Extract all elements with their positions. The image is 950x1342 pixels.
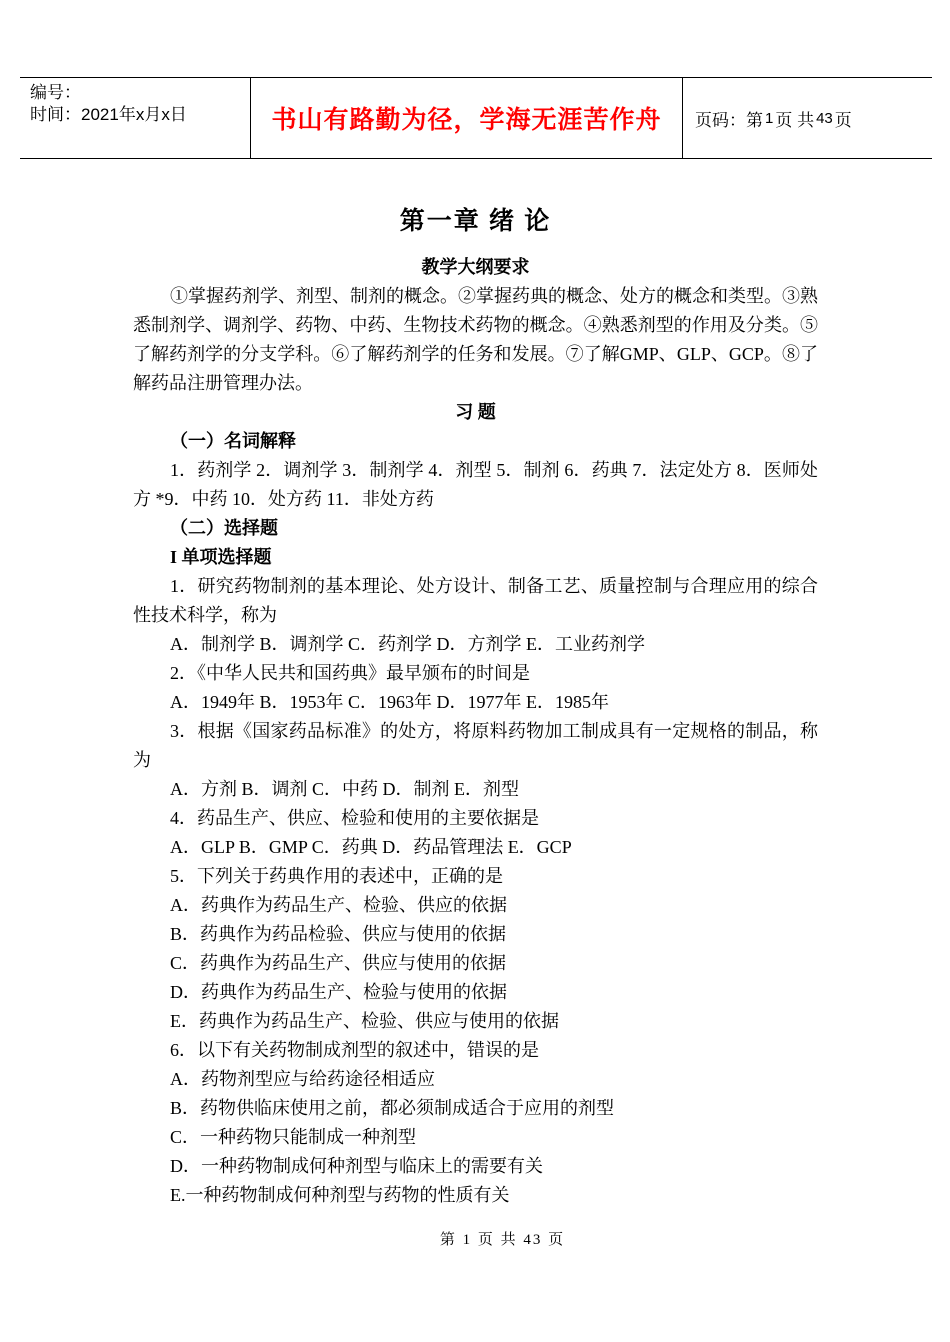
question-1-stem: 1．研究药物制剂的基本理论、处方设计、制备工艺、质量控制与合理应用的综合性技术科学，称为 <box>133 576 818 625</box>
question-6-option: D．一种药物制成何种剂型与临床上的需要有关 <box>170 1156 543 1176</box>
section1-heading: （一）名词解释 <box>170 431 296 451</box>
header-motto-cell <box>251 78 683 158</box>
exercises-heading: 习 题 <box>455 402 496 422</box>
question-4-options: A．GLP B．GMP C．药典 D．药品管理法 E．GCP <box>170 837 572 857</box>
question-6-option: A．药物剂型应与给药途径相适应 <box>170 1069 435 1089</box>
page-header <box>20 77 932 159</box>
question-3-stem: 3．根据《国家药品标准》的处方，将原料药物加工制成具有一定规格的制品，称为 <box>133 721 818 770</box>
subsection-heading: I 单项选择题 <box>170 547 272 567</box>
question-6-stem: 6．以下有关药物制成剂型的叙述中，错误的是 <box>170 1040 539 1060</box>
question-6-option: B．药物供临床使用之前，都必须制成适合于应用的剂型 <box>170 1098 615 1118</box>
page-number: 1 <box>765 109 774 127</box>
question-5-option: D．药典作为药品生产、检验与使用的依据 <box>170 982 507 1002</box>
header-page-info <box>683 78 932 158</box>
section1-text: 1．药剂学 2．调剂学 3．制剂学 4．剂型 5．制剂 6．药典 7．法定处方 8．医师处方 *9．中药 10．处方药 11．非处方药 <box>133 460 818 509</box>
page-footer: 第 1 页 共 43 页 <box>439 1232 566 1248</box>
question-5-stem: 5．下列关于药典作用的表述中，正确的是 <box>170 866 503 886</box>
question-6-option: C．一种药物只能制成一种剂型 <box>170 1127 417 1147</box>
page-mid: 页 共 <box>775 110 815 130</box>
time-label: 时间：2021年x月x日 <box>30 105 187 124</box>
chapter-title: 第一章 绪 论 <box>399 208 552 235</box>
question-5-option: E．药典作为药品生产、检验、供应与使用的依据 <box>170 1011 559 1031</box>
question-3-options: A．方剂 B．调剂 C．中药 D．制剂 E．剂型 <box>170 779 520 799</box>
page-suffix: 页 <box>834 110 852 130</box>
question-4-stem: 4．药品生产、供应、检验和使用的主要依据是 <box>170 808 539 828</box>
header-meta <box>20 78 251 158</box>
header-motto: 书山有路勤为径，学海无涯苦作舟 <box>271 107 662 134</box>
syllabus-heading: 教学大纲要求 <box>421 257 530 277</box>
syllabus-text: ①掌握药剂学、剂型、制剂的概念。②掌握药典的概念、处方的概念和类型。③熟悉制剂学、调剂学、药物、中药、生物技术药物的概念。④熟悉剂型的作用及分类。⑤了解药剂学的分支学科。⑥了解药剂学的任务和发展。⑦了解GMP、GLP、GCP。⑧了解药品注册管理办法。 <box>133 286 818 393</box>
page-total: 43 <box>816 109 833 127</box>
question-5-option: A．药典作为药品生产、检验、供应的依据 <box>170 895 507 915</box>
question-5-option: C．药典作为药品生产、供应与使用的依据 <box>170 953 507 973</box>
question-1-options: A．制剂学 B．调剂学 C．药剂学 D．方剂学 E．工业药剂学 <box>170 634 646 654</box>
document-body <box>133 205 818 1210</box>
page-prefix: 页码：第 <box>695 110 763 130</box>
question-5-option: B．药典作为药品检验、供应与使用的依据 <box>170 924 507 944</box>
number-label: 编号： <box>30 83 81 102</box>
question-6-option: E.一种药物制成何种剂型与药物的性质有关 <box>170 1185 510 1205</box>
section2-heading: （二）选择题 <box>170 518 278 538</box>
question-2-options: A．1949年 B．1953年 C．1963年 D．1977年 E．1985年 <box>170 692 610 712</box>
question-2-stem: 2．《中华人民共和国药典》最早颁布的时间是 <box>170 663 530 683</box>
